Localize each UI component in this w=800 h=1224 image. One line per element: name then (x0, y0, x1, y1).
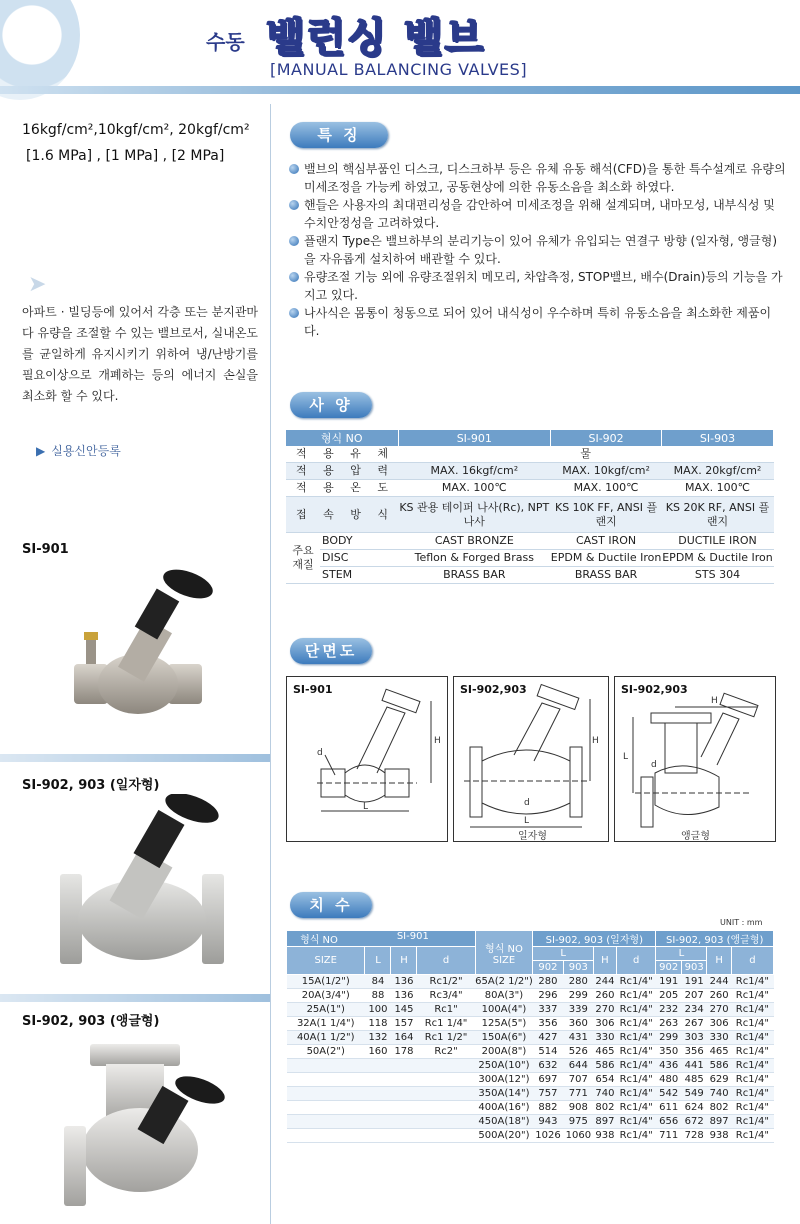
dims-cell: 500A(20") (475, 1129, 533, 1143)
dims-cell: 299 (656, 1031, 682, 1045)
dims-cell: 280 (533, 975, 563, 989)
spec-value: MAX. 16kgf/cm² (398, 463, 551, 480)
spec-value: MAX. 100℃ (662, 480, 774, 497)
dims-cell: 337 (533, 1003, 563, 1017)
feature-item: 유량조절 기능 외에 유량조절위치 메모리, 차압측정, STOP밸브, 배수(Drain)등의 기능을 가지고 있다. (286, 268, 786, 304)
dims-cell: 118 (365, 1017, 391, 1031)
dims-cell: 611 (656, 1101, 682, 1115)
material-label: 주요 재질 (286, 533, 320, 584)
spec-value: CAST IRON (551, 533, 662, 550)
dims-cell: 632 (533, 1059, 563, 1073)
dims-cell: 84 (365, 975, 391, 989)
product-intro: 아파트 · 빌딩등에 있어서 각층 또는 분지관마다 유량을 조절할 수 있는 밸브로서, 실내온도를 균일하게 유지시키기 위하여 냉/난방기를 필요이상으로 개폐하는 등의 에너지 손실을 최소화 할 수 있다. (22, 305, 258, 403)
dims-cell: 40A(1 1/2") (287, 1031, 365, 1045)
dims-cell: 145 (391, 1003, 417, 1017)
dims-cell: Rc1/4" (731, 1087, 773, 1101)
dims-header-902-angle: 902 (656, 961, 682, 975)
title-prefix: 수동 (206, 30, 245, 54)
dims-cell: 427 (533, 1031, 563, 1045)
dims-cell: 356 (533, 1017, 563, 1031)
dims-cell: Rc1/4" (616, 1101, 656, 1115)
dims-cell: 771 (563, 1087, 593, 1101)
dims-cell (365, 1059, 391, 1073)
section-diagram-angle (614, 676, 776, 842)
dims-header-903: 903 (563, 961, 593, 975)
dims-cell: 300A(12") (475, 1073, 533, 1087)
dims-cell (417, 1129, 475, 1143)
dims-cell: Rc1/4" (616, 1073, 656, 1087)
dims-cell: 339 (563, 1003, 593, 1017)
table-row (286, 463, 774, 480)
dims-header-l-angle: L (656, 947, 707, 961)
dims-cell: 303 (681, 1031, 707, 1045)
dims-cell: Rc1/4" (616, 1045, 656, 1059)
dims-cell (365, 1115, 391, 1129)
dims-heading: 치 수 (290, 892, 372, 918)
dims-cell (391, 1129, 417, 1143)
dims-cell: 330 (707, 1031, 731, 1045)
spec-header-si901: SI-901 (398, 430, 551, 446)
dims-header-d-angle: d (731, 947, 773, 975)
header-band (0, 86, 800, 94)
table-row (287, 975, 774, 989)
left-column (0, 104, 270, 1224)
dims-cell: 234 (681, 1003, 707, 1017)
dims-cell: 330 (595, 1032, 615, 1043)
dims-cell (365, 1073, 391, 1087)
spec-header-type: 형식 NO (286, 430, 398, 446)
dims-cell: Rc1/4" (731, 1017, 773, 1031)
dims-cell: 296 (533, 989, 563, 1003)
dims-cell (287, 1115, 365, 1129)
feature-item: 나사식은 몸통이 청동으로 되어 있어 내식성이 우수하며 특히 유동소음을 최소화한 제품이다. (286, 304, 786, 340)
table-row (287, 1059, 774, 1073)
table-row (286, 446, 774, 463)
dims-cell: 160 (365, 1045, 391, 1059)
table-row (287, 1087, 774, 1101)
dims-cell: 1026 (533, 1129, 563, 1143)
dims-cell: 100 (365, 1003, 391, 1017)
dims-cell: 200A(8") (475, 1045, 533, 1059)
dims-header-903-angle: 903 (681, 961, 707, 975)
dims-cell: 32A(1 1/4") (287, 1017, 365, 1031)
dims-cell: 624 (681, 1101, 707, 1115)
dims-cell: 100A(4") (475, 1003, 533, 1017)
dims-cell: 654 (595, 1074, 615, 1085)
dims-cell: 707 (563, 1073, 593, 1087)
dims-cell: 938 (595, 1130, 615, 1141)
dims-cell (391, 1073, 417, 1087)
product-title-si902-angle: SI-902, 903 (앵글형) (22, 1014, 160, 1029)
diagram-label: SI-902,903 (621, 683, 688, 696)
table-row (287, 1129, 774, 1143)
spec-value: MAX. 10kgf/cm² (551, 463, 662, 480)
table-row (287, 1031, 774, 1045)
dims-cell: Rc1 1/4" (417, 1017, 475, 1031)
dim-label-l: L (623, 752, 629, 762)
dims-cell: 20A(3/4") (287, 989, 365, 1003)
table-row (287, 1101, 774, 1115)
dim-label-d: d (651, 760, 657, 770)
triangle-bullet-icon: ▶ (36, 444, 46, 458)
dims-cell: 644 (563, 1059, 593, 1073)
dims-cell (391, 1059, 417, 1073)
dims-cell: 306 (595, 1018, 615, 1029)
dims-header-902: 902 (533, 961, 563, 975)
dims-cell: 244 (595, 976, 615, 987)
dims-cell: 15A(1/2") (287, 975, 365, 989)
dims-cell: 480 (656, 1073, 682, 1087)
spec-label: 적 용 온 도 (286, 480, 398, 497)
spec-value: MAX. 20kgf/cm² (662, 463, 774, 480)
dims-cell: 232 (656, 1003, 682, 1017)
table-row (286, 480, 774, 497)
dims-cell: Rc1/4" (731, 1045, 773, 1059)
dims-cell: 586 (707, 1059, 731, 1073)
dims-cell: 802 (595, 1102, 615, 1113)
dims-cell: Rc1/4" (731, 1003, 773, 1017)
diagram-label: SI-901 (293, 683, 333, 696)
dims-cell: 514 (533, 1045, 563, 1059)
spec-table (286, 430, 774, 584)
dims-cell: 549 (681, 1087, 707, 1101)
dims-cell: 136 (391, 975, 417, 989)
spec-value: KS 관용 테이퍼 나사(Rc), NPT 나사 (398, 497, 551, 533)
dims-header-h-angle: H (707, 947, 731, 975)
spec-value: Teflon & Forged Brass (398, 550, 551, 567)
dims-cell: 244 (707, 975, 731, 989)
features-heading: 특 징 (290, 122, 388, 148)
dims-header-si901: SI-901 (396, 931, 429, 942)
unit-label: UNIT : mm (720, 918, 763, 927)
table-row (286, 550, 774, 567)
dims-cell (391, 1101, 417, 1115)
dims-cell: Rc1/4" (616, 1115, 656, 1129)
diagram-caption: 일자형 (518, 831, 547, 842)
spec-value: BRASS BAR (398, 567, 551, 584)
dims-cell: 260 (595, 990, 615, 1001)
dims-cell: Rc1/2" (417, 975, 475, 989)
valve-photo-straight (50, 794, 240, 984)
dimensions-table (286, 930, 774, 1143)
material-part: STEM (320, 567, 398, 584)
dims-cell: 465 (595, 1046, 615, 1057)
dims-cell: 191 (681, 975, 707, 989)
column-divider (270, 104, 271, 1224)
spec-label: 적 용 압 력 (286, 463, 398, 480)
dims-cell: 306 (707, 1017, 731, 1031)
dims-cell: 672 (681, 1115, 707, 1129)
diagram-caption: 앵글형 (681, 831, 710, 842)
dims-cell: Rc1/4" (616, 1003, 656, 1017)
product-title-si901: SI-901 (22, 542, 69, 557)
dims-cell: 350A(14") (475, 1087, 533, 1101)
dims-header-size: SIZE (287, 947, 365, 975)
table-row (287, 1115, 774, 1129)
dims-cell: Rc1/4" (616, 975, 656, 989)
dims-cell: Rc1/4" (616, 1059, 656, 1073)
dims-cell: 711 (656, 1129, 682, 1143)
dims-cell (365, 1087, 391, 1101)
dims-cell: 441 (681, 1059, 707, 1073)
dims-cell: 740 (595, 1088, 615, 1099)
spec-value: KS 10K FF, ANSI 플랜지 (551, 497, 662, 533)
spec-value: MAX. 100℃ (398, 480, 551, 497)
dims-cell: 656 (656, 1115, 682, 1129)
dims-cell: 50A(2") (287, 1045, 365, 1059)
dims-header-l-straight: L (533, 947, 594, 961)
dims-cell: 542 (656, 1087, 682, 1101)
dims-cell: 136 (391, 989, 417, 1003)
spec-value: MAX. 100℃ (551, 480, 662, 497)
dims-cell: 150A(6") (475, 1031, 533, 1045)
dims-cell: Rc1/4" (731, 1101, 773, 1115)
spec-header-si903: SI-903 (662, 430, 774, 446)
dims-header-h: H (391, 947, 417, 975)
dims-cell: 586 (595, 1060, 615, 1071)
dims-cell: 157 (391, 1017, 417, 1031)
spec-label: 접 속 방 식 (286, 497, 398, 533)
dims-cell: 431 (563, 1031, 593, 1045)
dims-header-straight: SI-902, 903 (일자형) (533, 931, 656, 947)
dims-cell (391, 1115, 417, 1129)
dims-cell (417, 1073, 475, 1087)
dims-cell: 263 (656, 1017, 682, 1031)
feature-item: 밸브의 핵심부품인 디스크, 디스크하부 등은 유체 유동 해석(CFD)을 통한 특수설계로 유량의 미세조정을 가능케 하였고, 공동현상에 의한 유동소음을 최소화 하였다. (286, 160, 786, 196)
spec-value: CAST BRONZE (398, 533, 551, 550)
dims-cell: 897 (595, 1116, 615, 1127)
dims-cell: Rc1/4" (616, 1031, 656, 1045)
valve-photo-si901 (60, 562, 240, 742)
dims-header-h-straight: H (594, 947, 617, 975)
dims-cell: 350 (656, 1045, 682, 1059)
table-row (287, 1073, 774, 1087)
pressure-mpa: [1.6 MPa] , [1 MPa] , [2 MPa] (26, 148, 225, 164)
dims-cell: 267 (681, 1017, 707, 1031)
dims-cell: 975 (563, 1115, 593, 1129)
table-row (287, 1045, 774, 1059)
dims-cell: 938 (707, 1129, 731, 1143)
dims-header-size-label: SIZE (492, 954, 516, 966)
dims-cell: 450A(18") (475, 1115, 533, 1129)
dims-cell: 80A(3") (475, 989, 533, 1003)
dims-cell: 697 (533, 1073, 563, 1087)
dims-cell: Rc1/4" (731, 1031, 773, 1045)
dims-header-angle: SI-902, 903 (앵글형) (656, 931, 774, 947)
dims-cell: Rc1/4" (616, 1087, 656, 1101)
dims-cell: 485 (681, 1073, 707, 1087)
patent-note (36, 442, 121, 459)
dim-label-d: d (317, 748, 323, 758)
dims-cell: Rc1/4" (616, 989, 656, 1003)
section-heading: 단면도 (290, 638, 372, 664)
dims-cell (365, 1101, 391, 1115)
dims-cell (287, 1101, 365, 1115)
table-row (286, 567, 774, 584)
spec-value: STS 304 (662, 567, 774, 584)
dims-cell: 728 (681, 1129, 707, 1143)
section-diagram-si901 (286, 676, 448, 842)
dims-cell: 757 (533, 1087, 563, 1101)
dims-header-l: L (365, 947, 391, 975)
dims-cell: 65A(2 1/2") (475, 976, 533, 987)
dims-cell: Rc1/4" (731, 1059, 773, 1073)
dims-header-d-straight: d (616, 947, 656, 975)
dims-cell: Rc1/4" (731, 1073, 773, 1087)
dims-cell (417, 1115, 475, 1129)
dims-body (287, 975, 774, 1143)
dims-cell (365, 1129, 391, 1143)
dims-cell: 250A(10") (475, 1059, 533, 1073)
dims-cell (287, 1129, 365, 1143)
material-part: DISC (320, 550, 398, 567)
cross-section-drawing (287, 677, 447, 841)
dims-header-size2 (475, 931, 533, 975)
dims-cell: 526 (563, 1045, 593, 1059)
dim-label-h: H (711, 696, 718, 706)
spec-value: EPDM & Ductile Iron (551, 550, 662, 567)
dims-header-type2: 형식 NO (485, 943, 523, 955)
dims-cell: 205 (656, 989, 682, 1003)
dims-cell: 25A(1") (287, 1003, 365, 1017)
dims-cell: Rc1/4" (731, 975, 773, 989)
spec-value: KS 20K RF, ANSI 플랜지 (662, 497, 774, 533)
dims-cell: 164 (391, 1031, 417, 1045)
spec-value: BRASS BAR (551, 567, 662, 584)
dims-cell (391, 1087, 417, 1101)
spec-value: EPDM & Ductile Iron (662, 550, 774, 567)
dims-cell: 802 (707, 1101, 731, 1115)
spec-value: DUCTILE IRON (662, 533, 774, 550)
dims-cell: Rc3/4" (417, 989, 475, 1003)
dims-cell: 178 (391, 1045, 417, 1059)
dims-cell: 436 (656, 1059, 682, 1073)
table-row (286, 533, 774, 550)
spec-heading: 사 양 (290, 392, 372, 418)
dims-cell: 1060 (563, 1129, 593, 1143)
valve-photo-angle (50, 1030, 240, 1224)
dims-cell: 132 (365, 1031, 391, 1045)
dims-header (287, 931, 476, 947)
dims-header-type: 형식 NO (300, 935, 338, 946)
cross-section-drawing (454, 677, 608, 841)
dims-cell: 299 (563, 989, 593, 1003)
spec-value: 물 (398, 446, 774, 463)
dim-label-h: H (592, 736, 599, 746)
spec-label: 적 용 유 체 (286, 446, 398, 463)
dims-cell: 88 (365, 989, 391, 1003)
dims-cell: Rc1/4" (731, 989, 773, 1003)
dims-cell (417, 1101, 475, 1115)
table-row (287, 1003, 774, 1017)
dims-cell (417, 1059, 475, 1073)
material-part: BODY (320, 533, 398, 550)
dims-cell: Rc1/4" (731, 1129, 773, 1143)
dims-cell (287, 1073, 365, 1087)
dims-cell: 740 (707, 1087, 731, 1101)
dims-cell: Rc1/4" (616, 1017, 656, 1031)
dims-cell (287, 1087, 365, 1101)
table-row (287, 989, 774, 1003)
feature-item: 핸들은 사용자의 최대편리성을 감안하여 미세조정을 위해 설계되며, 내마모성, 내부식성 및 수치안정성을 고려하였다. (286, 196, 786, 232)
decorative-swoosh (0, 0, 80, 100)
dims-cell: 191 (656, 975, 682, 989)
dims-cell: Rc1" (417, 1003, 475, 1017)
dims-header-d: d (417, 947, 475, 975)
dims-cell: 360 (563, 1017, 593, 1031)
spec-header-si902: SI-902 (551, 430, 662, 446)
dims-cell: 629 (707, 1073, 731, 1087)
features-list (286, 160, 786, 340)
dim-label-h: H (434, 736, 441, 746)
dims-cell: Rc2" (417, 1045, 475, 1059)
dims-cell: Rc1/4" (616, 1129, 656, 1143)
dims-cell: Rc1 1/2" (417, 1031, 475, 1045)
arrow-icon: ➤ (28, 272, 47, 297)
dims-cell: 260 (707, 989, 731, 1003)
dims-cell: 908 (563, 1101, 593, 1115)
dims-cell: 882 (533, 1101, 563, 1115)
page-title-english: [MANUAL BALANCING VALVES] (270, 60, 528, 79)
dims-cell: 400A(16") (475, 1101, 533, 1115)
feature-item: 플랜지 Type은 밸브하부의 분리기능이 있어 유체가 유입되는 연결구 방향 (일자형, 앵글형)을 자유롭게 설치하여 배관할 수 있다. (286, 232, 786, 268)
dims-cell: 356 (681, 1045, 707, 1059)
table-row (286, 497, 774, 533)
dims-cell: 897 (707, 1115, 731, 1129)
section-diagram-straight (453, 676, 609, 842)
dims-cell: 270 (707, 1003, 731, 1017)
product-title-si902-straight: SI-902, 903 (일자형) (22, 778, 160, 793)
pressure-kgf: 16kgf/cm²,10kgf/cm², 20kgf/cm² (22, 122, 250, 138)
page-header (0, 0, 800, 94)
dims-cell: 465 (707, 1045, 731, 1059)
dims-cell: Rc1/4" (731, 1115, 773, 1129)
page-title: 밸런싱 밸브 (266, 15, 486, 61)
separator (0, 754, 270, 762)
dims-cell: 207 (681, 989, 707, 1003)
patent-label: 실용신안등록 (51, 444, 121, 458)
dims-cell: 125A(5") (475, 1017, 533, 1031)
dims-cell: 270 (595, 1004, 615, 1015)
dim-label-l: L (524, 816, 530, 826)
dim-label-l: L (363, 802, 369, 812)
dim-label-d: d (524, 798, 530, 808)
dims-cell: 943 (533, 1115, 563, 1129)
diagram-label: SI-902,903 (460, 683, 527, 696)
dims-cell (287, 1059, 365, 1073)
dims-cell (417, 1087, 475, 1101)
table-row (287, 1017, 774, 1031)
cross-section-drawing (615, 677, 775, 841)
separator (0, 994, 270, 1002)
dims-cell: 280 (563, 975, 593, 989)
